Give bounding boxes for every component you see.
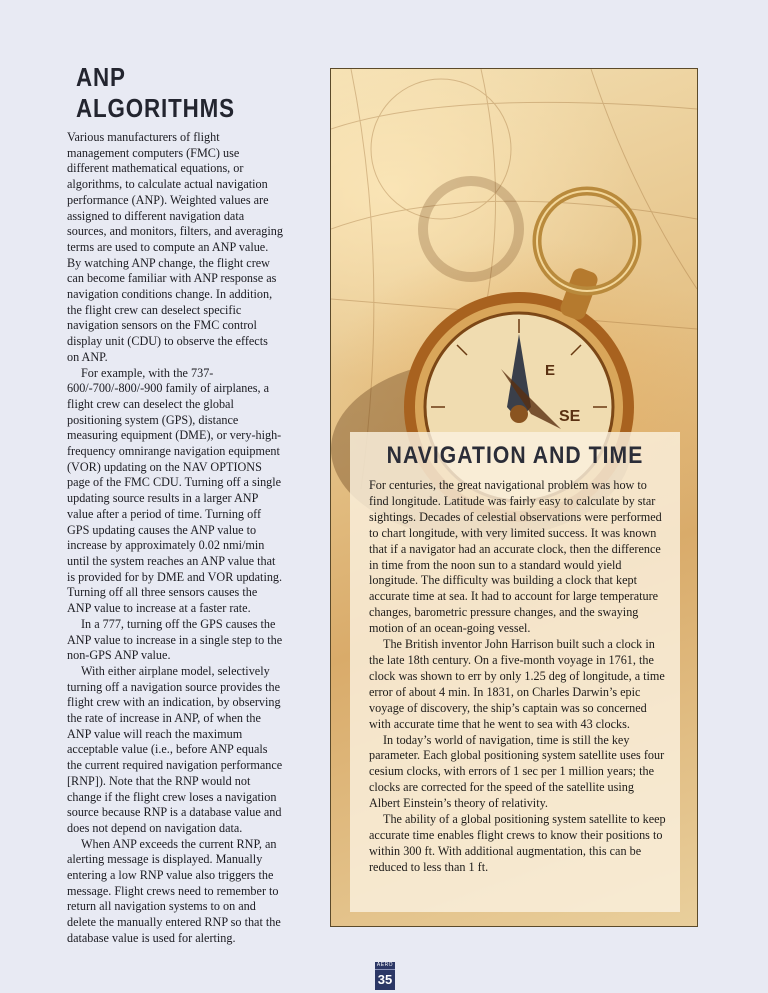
sidebar-paragraph: For centuries, the great navigational problem was how to find longitude. Latitude was fairly easy to calculate by star sightings. Decades of celestial observations were performed to chart longitude, with very limited success. It was known that if a navigator had an accurate clock, then the difference in time from the noon sun to a standard would yield longitude. The difficulty was building a clock that kept accurate time at sea. It had to account for large temperature changes, barometric pressure changes, and the swaying motion of an ocean-going vessel.: [369, 478, 662, 636]
body-paragraph: Various manufacturers of flight management computers (FMC) use different mathematical equations, or algorithms, to calculate actual navigation performance (ANP). Weighted values are assigned to different navigation data sources, and monitors, filters, and averaging terms are used to compute an ANP value. By watching ANP change, the flight crew can become familiar with ANP response as navigation conditions change. In addition, the flight crew can deselect specific navigation sensors on the FMC control display unit (CDU) to observe the effects on ANP.: [67, 130, 283, 364]
compass-se-label: SE: [559, 408, 581, 425]
sidebar-text-panel: [350, 432, 680, 912]
body-paragraph: For example, with the 737-600/-700/-800/-900 family of airplanes, a flight crew can deselect the global positioning system (GPS), distance measuring equipment (DME), or very-high-frequency omnirange navigation equipment (VOR) updating on the NAV OPTIONS page of the FMC CDU. Turning off a single updating source results in a larger ANP value after a period of time. Turning off GPS updating causes the ANP value to increase by approximately 0.02 nmi/min until the system reaches an ANP value that is provided for by DME and VOR updating. Turning off all three sensors causes the ANP value to increase at a faster rate.: [67, 365, 283, 616]
sidebar-paragraph: The British inventor John Harrison built such a clock in the late 18th century. On a five-month voyage in 1761, the clock was shown to err by only 1.25 deg of longitude, a time error of about 4 min. In 1831, on Charles Darwin’s epic voyage of discovery, the ship’s captain was so concerned with accurate time that he went to sea with 43 clocks.: [369, 637, 665, 731]
body-paragraph: With either airplane model, selectively turning off a navigation source provides the flight crew with an indication, by observing the rate of increase in ANP, of when the ANP value will reach the maximum acceptable value (i.e., before ANP equals the current required navigation performance [RNP]). Note that the RNP would not change if the flight crew loses a navigation source because RNP is a database value and does not depend on navigation data.: [67, 663, 283, 835]
sidebar-paragraph: The ability of a global positioning system satellite to keep accurate time enables flight crews to know their positions to within 300 ft. With additional augmentation, this can be reduced to less than 1 ft.: [369, 812, 666, 874]
sidebar-paragraph: In today’s world of navigation, time is still the key parameter. Each global positioning system satellite uses four cesium clocks, with errors of 1 sec per 1 million years; the clocks are corrected for the speed of the satellite using Albert Einstein’s theory of relativity.: [369, 732, 665, 811]
body-paragraph: In a 777, turning off the GPS causes the ANP value to increase in a single step to the non-GPS ANP value.: [67, 616, 283, 663]
anp-algorithms-column: [67, 62, 283, 947]
page-number-badge: [375, 962, 395, 990]
sidebar-heading: NAVIGATION AND TIME: [386, 442, 644, 469]
section-heading: ANP ALGORITHMS: [76, 62, 235, 123]
page-number: 35: [377, 972, 393, 987]
brand-label: AERO: [376, 962, 394, 968]
body-paragraph: When ANP exceeds the current RNP, an alerting message is displayed. Manually entering a low RNP value also triggers the message. Flight crews need to remember to return all navigation systems to on and delete the manually entered RNP so that the database value is used for alerting.: [67, 836, 281, 945]
navigation-and-time-sidebar: [330, 68, 698, 927]
compass-e-label: E: [545, 362, 556, 379]
